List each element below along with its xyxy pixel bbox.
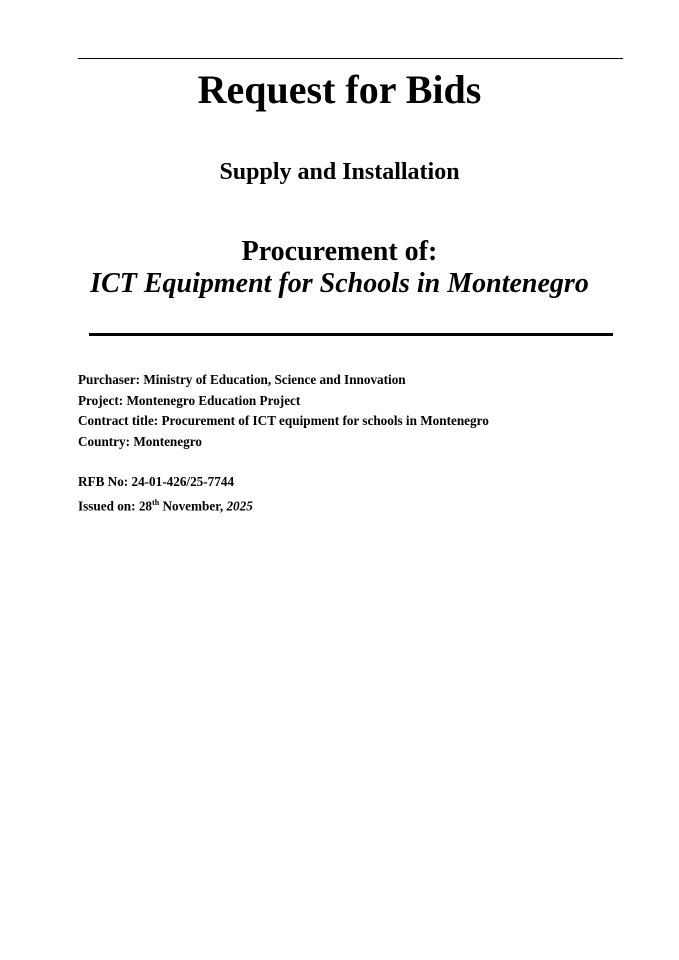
project: Project: Montenegro Education Project	[78, 392, 301, 408]
rfb-details	[78, 472, 253, 516]
issue-date	[78, 493, 253, 517]
country: Country: Montenegro	[78, 433, 202, 449]
contract-details	[78, 370, 489, 452]
top-rule	[78, 58, 623, 59]
procurement-label: Procurement of:	[241, 236, 438, 267]
issue-date-suffix: th	[152, 497, 160, 507]
procurement-subject: ICT Equipment for Schools in Montenegro	[90, 268, 589, 299]
title-underline	[89, 333, 613, 336]
issue-date-year: 2025	[226, 497, 253, 513]
rfb-number: RFB No: 24-01-426/25-7744	[78, 474, 235, 489]
document-subtitle: Supply and Installation	[219, 159, 460, 185]
document-title: Request for Bids	[197, 67, 482, 112]
purchaser: Purchaser: Ministry of Education, Science and Innovation	[78, 372, 406, 387]
contract-title: Contract title: Procurement of ICT equipment for schools in Montenegro	[78, 413, 489, 428]
issue-date-day: Issued on: 28	[78, 497, 153, 513]
issue-date-month: November,	[159, 497, 227, 513]
